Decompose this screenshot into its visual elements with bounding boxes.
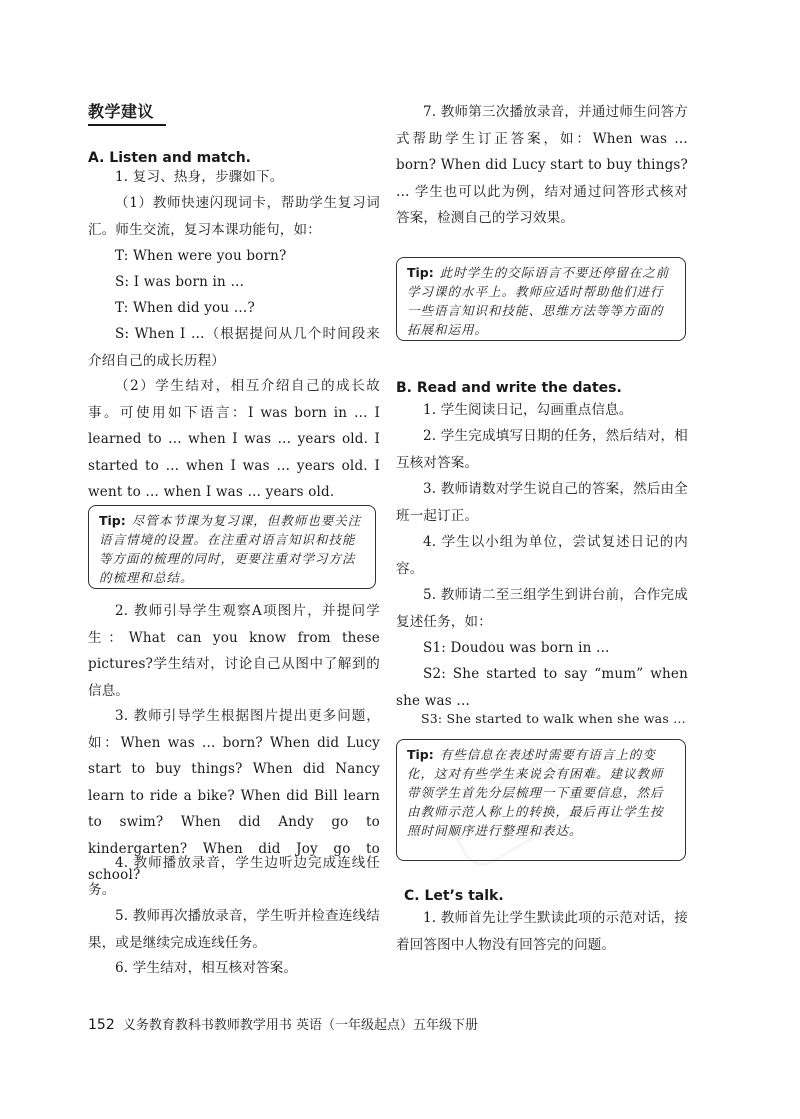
tip-text: 有些信息在表述时需要有语言上的变化，这对有些学生来说会有困难。建议教师带领学生首先分层梳理一下重要信息，然后由教师示范人称上的转换，最后再让学生按照时间顺序进行整理和表达。 [407,747,664,838]
paragraph: 2. 教师引导学生观察A项图片，并提问学生：What can you know from these pictures?学生结对，讨论自己从图中了解到的信息。 [88,603,380,699]
paragraph: 5. 教师请二至三组学生到讲台前，合作完成复述任务，如： [396,587,688,630]
dialogue-line: S3: She started to walk when she was … [421,711,686,726]
paragraph: 3. 教师请数对学生说自己的答案，然后由全班一起订正。 [396,481,688,524]
paragraph: 1. 复习、热身，步骤如下。 [115,169,284,185]
dialogue-line: T: When were you born? [115,248,287,264]
paragraph: 6. 学生结对，相互核对答案。 [115,960,298,976]
book-title: 义务教育教科书教师教学用书 英语（一年级起点）五年级下册 [122,1018,479,1033]
heading-b: B. Read and write the dates. [396,380,622,396]
tip-label: Tip: [99,513,126,528]
paragraph: 4. 学生以小组为单位，尝试复述日记的内容。 [396,534,688,577]
tip-text: 尽管本节课为复习课，但教师也要关注语言情境的设置。在注重对语言知识和技能等方面的梳理的同时，更要注重对学习方法的梳理和总结。 [99,513,362,585]
tip-box [396,257,686,341]
dialogue-line: S1: Doudou was born in … [423,640,610,656]
paragraph: 5. 教师再次播放录音，学生听并检查连线结果，或是继续完成连线任务。 [88,908,380,951]
paragraph: （1）教师快速闪现词卡，帮助学生复习词汇。师生交流，复习本课功能句，如： [88,195,380,238]
dialogue-line: S2: She started to say “mum” when she was … [396,666,688,709]
paragraph: 4. 教师播放录音，学生边听边完成连线任务。 [88,855,380,898]
dialogue-line: S: I was born in … [115,274,245,290]
section-title-rule [88,124,166,126]
paragraph: 1. 教师首先让学生默读此项的示范对话，接着回答图中人物没有回答完的问题。 [396,910,688,953]
tip-label: Tip: [407,747,434,762]
dialogue-line: T: When did you …? [115,300,255,316]
page-footer [88,1014,478,1033]
paragraph: 3. 教师引导学生根据图片提出更多问题，如：When was … born? When did Lucy start to buy things? When did Nancy learn to ride a bike? When did Bill learn to swim? When did Andy go to kindergarten? When did Joy go to school? [88,708,380,883]
dialogue-line: S: When I …（根据提问从几个时间段来介绍自己的成长历程） [88,326,380,369]
tip-box [88,505,376,589]
paragraph: 2. 学生完成填写日期的任务，然后结对，相互核对答案。 [396,428,688,471]
heading-a: A. Listen and match. [88,150,251,166]
paragraph: 7. 教师第三次播放录音，并通过师生问答方式帮助学生订正答案，如：When was … born? When did Lucy start to buy things? … 学生也可以此为例，结对通过问答形式核对答案，检测自己的学习效果。 [396,104,688,226]
page-number: 152 [88,1017,115,1033]
paragraph: 1. 学生阅读日记，勾画重点信息。 [423,402,633,418]
section-title: 教学建议 [88,102,155,121]
tip-box [396,739,686,861]
tip-text: 此时学生的交际语言不要还停留在之前学习课的水平上。教师应适时帮助他们进行一些语言知识和技能、思维方法等等方面的拓展和运用。 [407,265,670,337]
tip-label: Tip: [407,265,434,280]
paragraph: （2）学生结对，相互介绍自己的成长故事。可使用如下语言：I was born in … I learned to … when I was … years old. I started to … when I was … years old. I went to … when I was … years old. [88,378,380,500]
heading-c: C. Let’s talk. [404,888,504,904]
